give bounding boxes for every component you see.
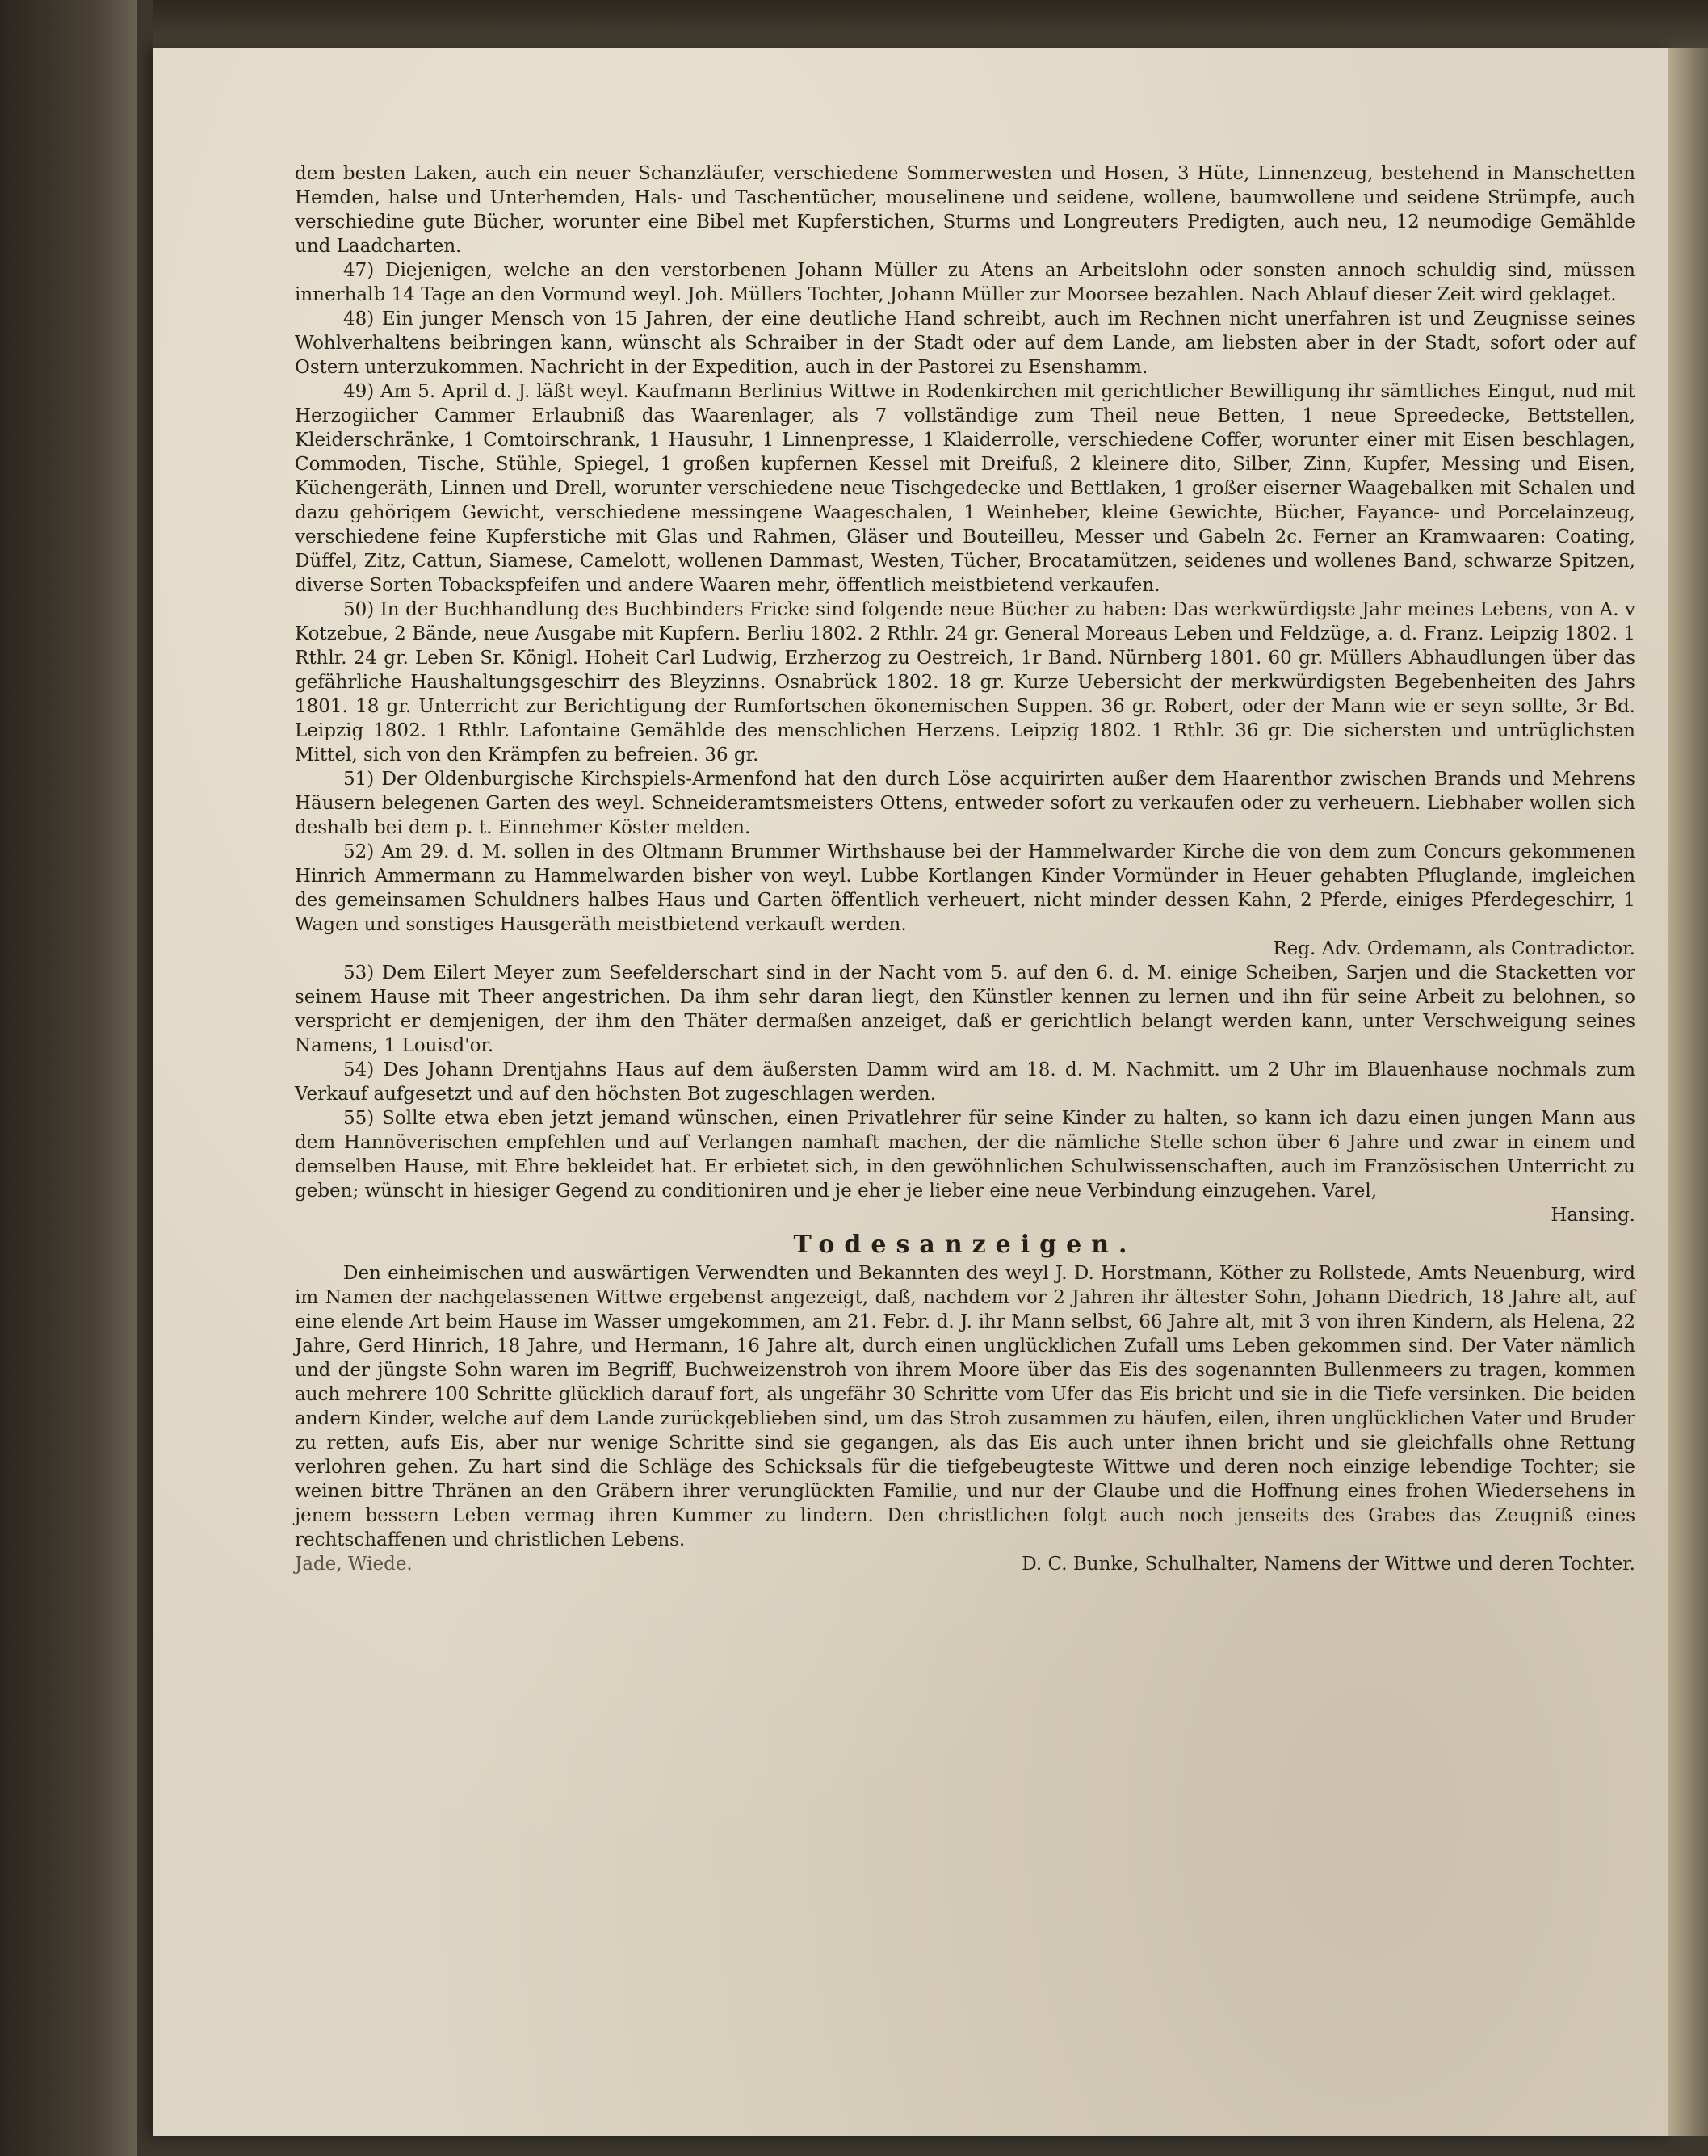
death-notice-text: Den einheimischen und auswärtigen Verwendten und Bekannten des weyl J. D. Horstmann, Köther zu Rollstede, Amts Neuenburg, wird im Namen der nachgelassenen Wittwe ergebenst angezeigt, daß, nachdem vor 2 Jahren ihr ältester Sohn, Johann Diedrich, 18 Jahre alt, auf eine elende Art beim Hause im Wasser umgekommen, am 21. Febr. d. J. ihr Mann selbst, 66 Jahre alt, mit 3 von ihren Kindern, als Helena, 22 Jahre, Gerd Hinrich, 18 Jahre, und Hermann, 16 Jahre alt, durch einen unglücklichen Zufall ums Leben gekommen sind. Der Vater nämlich und der jüngste Sohn waren im Begriff, Buchweizenstroh von ihrem Moore über das Eis des sogenannten Bullenmeers zu tragen, kommen auch mehrere 100 Schritte glücklich darauf fort, als ungefähr 30 Schritte vom Ufer das Eis bricht und sie in die Tiefe versinken. Die beiden andern Kinder, welche auf dem Lande zurückgeblieben sind, um das Stroh zusammen zu häufen, eilen, ihren unglücklichen Vater und Bruder zu retten, aufs Eis, aber nur wenige Schritte sind sie gegangen, als das Eis auch unter ihnen bricht und sie gleichfalls ohne Rettung verlohren gehen. Zu hart sind die Schläge des Schicksals für die tiefgebeugteste Wittwe und deren noch einzige lebendige Tochter; sie weinen bittre Thränen an den Gräbern ihrer verunglückten Familie, und nur der Glaube und die Hoffnung eines frohen Wiedersehens in jenem bessern Leben vermag ihren Kummer zu lindern. Den christlichen folgt auch noch jenseits des Grabes das Zeugniß eines rechtschaffenen und christlichen Lebens. bbox=[295, 1263, 1635, 1550]
notice-46-continued: dem besten Laken, auch ein neuer Schanzläufer, verschiedene Sommerwesten und Hosen, 3 Hüte, Linnenzeug, bestehend in Manschetten Hemden, halse und Unterhemden, Hals- und Taschentücher, mouselinene und seidene, wollene, baumwollene und seidene Strümpfe, auch verschiedine gute Bücher, worunter eine Bibel met Kupferstichen, Sturms und Longreuters Predigten, auch neu, 12 neumodige Gemählde und Laadcharten. bbox=[295, 163, 1635, 257]
page-text-block bbox=[295, 161, 1635, 1576]
notice-55-signature: Hansing. bbox=[1551, 1205, 1635, 1226]
death-notice-place: Jade, Wiede. bbox=[295, 1554, 413, 1575]
notice-47: 47) Diejenigen, welche an den verstorbenen Johann Müller zu Atens an Arbeitslohn oder sonsten annoch schuldig sind, müssen innerhalb 14 Tage an den Vormund weyl. Joh. Müllers Tochter, Johann Müller zur Moorsee bezahlen. Nach Ablauf dieser Zeit wird geklaget. bbox=[295, 260, 1635, 305]
notice-52-text: 52) Am 29. d. M. sollen in des Oltmann Brummer Wirthshause bei der Hammelwarder Kirche die von dem zum Concurs gekommenen Hinrich Ammermann zu Hammelwarden bisher von weyl. Lubbe Kortlangen Kinder Vormünder in Heuer gehabten Pfluglande, imgleichen des gemeinsamen Schuldners halbes Haus und Garten öffentlich verheuert, nicht minder dessen Kahn, 2 Pferde, einiges Pferdegeschirr, 1 Wagen und sonstiges Hausgeräth meistbietend verkauft werden. bbox=[295, 841, 1635, 935]
notice-55-text: 55) Sollte etwa eben jetzt jemand wünschen, einen Privatlehrer für seine Kinder zu halten, so kann ich dazu einen jungen Mann aus dem Hannöverischen empfehlen und auf Verlangen namhaft machen, der die nämliche Stelle schon über 6 Jahre und zwar in einem und demselben Hause, mit Ehre bekleidet hat. Er erbietet sich, in den gewöhnlichen Schulwissenschaften, auch im Französischen Unterricht zu geben; wünscht in hiesiger Gegend zu conditioniren und je eher je lieber eine neue Verbindung einzugehen. Varel, bbox=[295, 1108, 1635, 1202]
death-notice-signature bbox=[295, 1552, 1635, 1576]
scan-top-edge bbox=[153, 0, 1708, 50]
death-notice-signer: D. C. Bunke, Schulhalter, Namens der Wittwe und deren Tochter. bbox=[1022, 1554, 1635, 1575]
notice-54: 54) Des Johann Drentjahns Haus auf dem äußersten Damm wird am 18. d. M. Nachmitt. um 2 Uhr im Blauenhause nochmals zum Verkauf aufgesetzt und auf den höchsten Bot zugeschlagen werden. bbox=[295, 1059, 1635, 1105]
notice-55 bbox=[295, 1106, 1635, 1227]
scan-left-edge bbox=[0, 0, 137, 2156]
notice-50: 50) In der Buchhandlung des Buchbinders Fricke sind folgende neue Bücher zu haben: Das werkwürdigste Jahr meines Lebens, von A. v Kotzebue, 2 Bände, neue Ausgabe mit Kupfern. Berliu 1802. 2 Rthlr. 24 gr. General Moreaus Leben und Feldzüge, a. d. Franz. Leipzig 1802. 1 Rthlr. 24 gr. Leben Sr. Königl. Hoheit Carl Ludwig, Erzherzog zu Oestreich, 1r Band. Nürnberg 1801. 60 gr. Müllers Abhaudlungen über das gefährliche Haushaltungsgeschirr des Bleyzinns. Osnabrück 1802. 18 gr. Kurze Uebersicht der merkwürdigsten Begebenheiten des Jahrs 1801. 18 gr. Unterricht zur Berichtigung der Rumfortschen ökonemischen Suppen. 36 gr. Robert, oder der Mann wie er seyn sollte, 3r Bd. Leipzig 1802. 1 Rthlr. Lafontaine Gemählde des menschlichen Herzens. Leipzig 1802. 1 Rthlr. 36 gr. Die sichersten und untrüglichsten Mittel, sich von den Krämpfen zu befreien. 36 gr. bbox=[295, 599, 1635, 766]
notice-53: 53) Dem Eilert Meyer zum Seefelderschart sind in der Nacht vom 5. auf den 6. d. M. einige Scheiben, Sarjen und die Stacketten vor seinem Hause mit Theer angestrichen. Da ihm sehr daran liegt, den Künstler kennen zu lernen und ihn für seine Arbeit zu belohnen, so verspricht er demjenigen, der ihm den Thäter dermaßen anzeiget, daß er gerichtlich belangt werden kann, unter Verschweigung seines Namens, 1 Louisd'or. bbox=[295, 963, 1635, 1056]
section-heading-death-notices: Todesanzeigen. bbox=[793, 1231, 1137, 1259]
notice-52 bbox=[295, 840, 1635, 961]
notice-49: 49) Am 5. April d. J. läßt weyl. Kaufmann Berlinius Wittwe in Rodenkirchen mit gerichtlicher Bewilligung ihr sämtliches Eingut, nud mit Herzogiicher Cammer Erlaubniß das Waarenlager, als 7 vollständige zum Theil neue Betten, 1 neue Spreedecke, Bettstellen, Kleiderschränke, 1 Comtoirschrank, 1 Hausuhr, 1 Linnenpresse, 1 Klaiderrolle, verschiedene Coffer, worunter einer mit Eisen beschlagen, Commoden, Tische, Stühle, Spiegel, 1 großen kupfernen Kessel mit Dreifuß, 2 kleinere dito, Silber, Zinn, Kupfer, Messing und Eisen, Küchengeräth, Linnen und Drell, worunter verschiedene neue Tischgedecke und Bettlaken, 1 großer eiserner Waagebalken mit Schalen und dazu gehörigem Gewicht, verschiedene messingene Waageschalen, 1 Weinheber, kleine Gewichte, Bücher, Fayance- und Porcelainzeug, verschiedene feine Kupferstiche mit Glas und Rahmen, Gläser und Bouteilleu, Messer und Gabeln 2c. Ferner an Kramwaaren: Coating, Düffel, Zitz, Cattun, Siamese, Camelott, wollenen Dammast, Westen, Tücher, Brocatamützen, seidenes und wollenes Band, schwarze Spitzen, diverse Sorten Tobackspfeifen und andere Waaren mehr, öffentlich meistbietend verkaufen. bbox=[295, 381, 1635, 596]
notice-52-signature: Reg. Adv. Ordemann, als Contradictor. bbox=[1273, 938, 1635, 959]
notice-48: 48) Ein junger Mensch von 15 Jahren, der eine deutliche Hand schreibt, auch im Rechnen nicht unerfahren ist und Zeugnisse seines Wohlverhaltens beibringen kann, wünscht als Schraiber in der Stadt oder auf dem Lande, am liebsten aber in der Stadt, sofort oder auf Ostern unterzukommen. Nachricht in der Expedition, auch in der Pastorei zu Esenshamm. bbox=[295, 308, 1635, 378]
page-right-shadow bbox=[1668, 48, 1708, 2136]
notice-51: 51) Der Oldenburgische Kirchspiels-Armenfond hat den durch Löse acquirirten außer dem Haarenthor zwischen Brands und Mehrens Häusern belegenen Garten des weyl. Schneideramtsmeisters Ottens, entweder sofort zu verkaufen oder zu verheuern. Liebhaber wollen sich deshalb bei dem p. t. Einnehmer Köster melden. bbox=[295, 769, 1635, 838]
